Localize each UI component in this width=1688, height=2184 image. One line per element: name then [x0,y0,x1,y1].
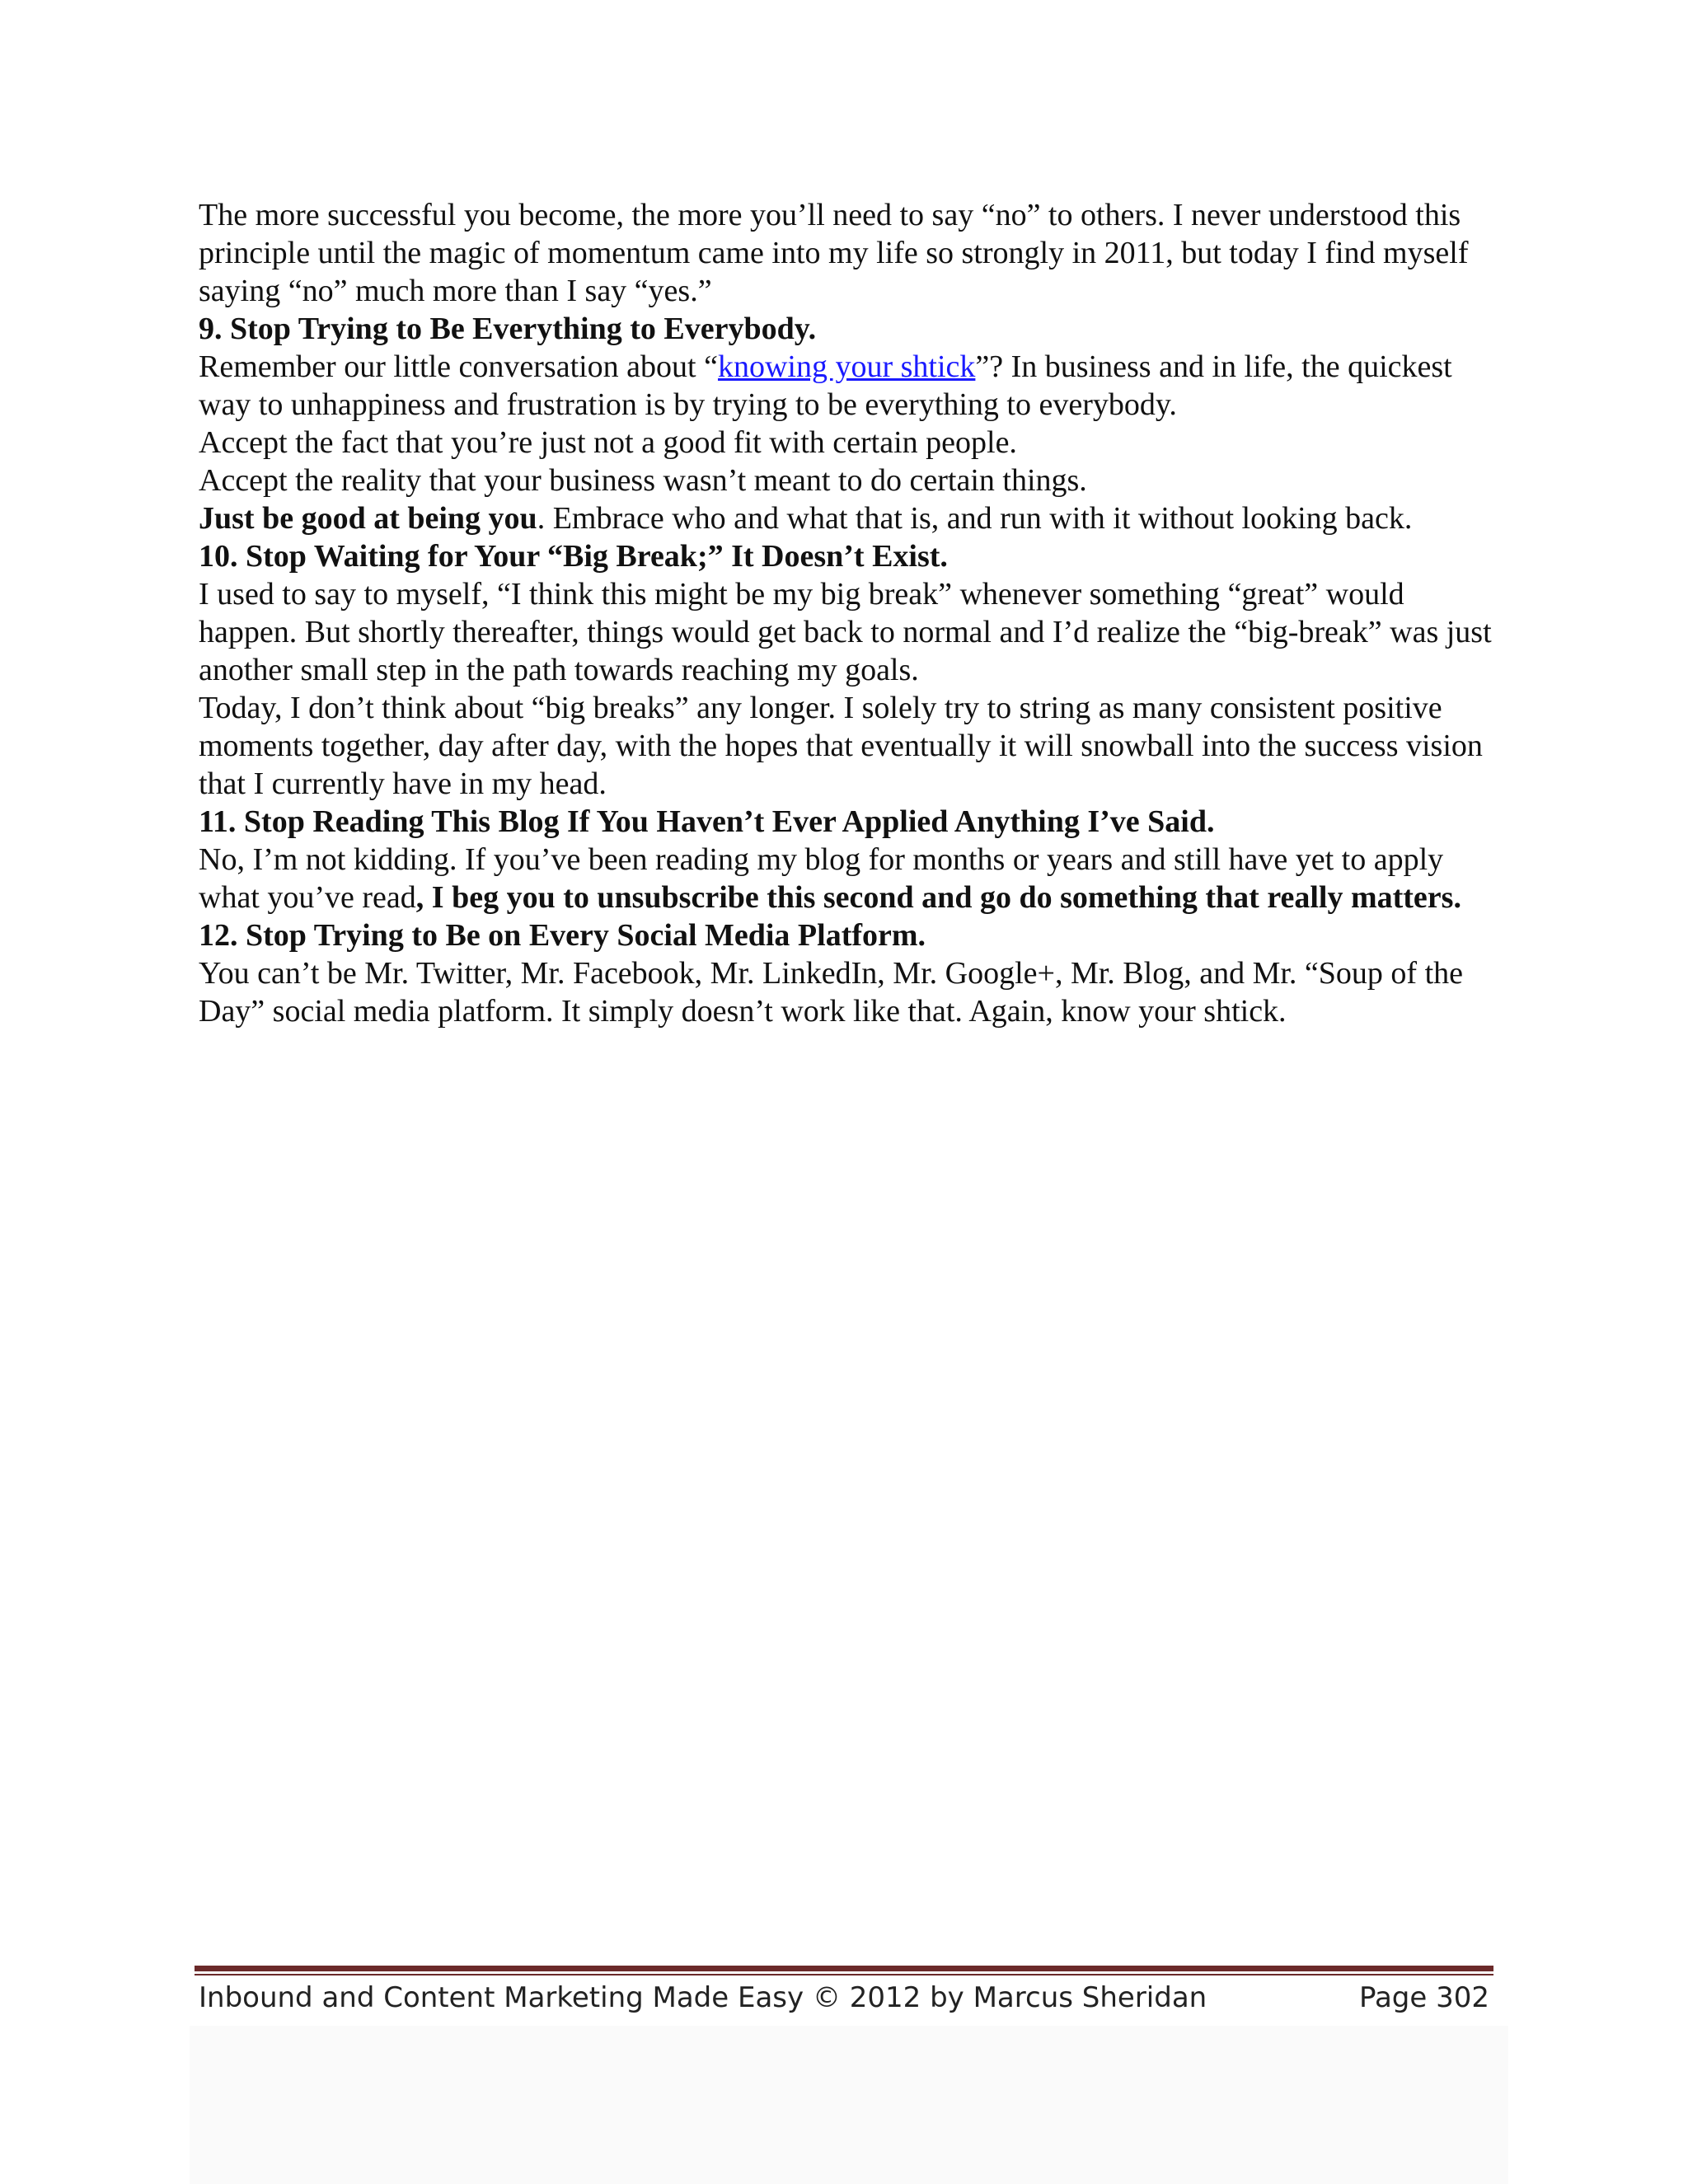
not-kidding-text: No, I’m not kidding. If you’ve been reading my blog for months or years and still have yet to apply what you’ve read [199,842,1444,915]
heading-10: 10. Stop Waiting for Your “Big Break;” It Doesn’t Exist. [199,539,948,574]
bottom-margin-shade [190,2026,1508,2184]
page-footer [199,1976,1489,2019]
footer-divider-thin [195,1974,1493,1975]
paragraph-shtick-end: ”? In business and in life, the quickest way to unhappiness and frustration is by trying to be everything to everybody. [199,349,1452,422]
unsubscribe-bold-text: , I beg you to unsubscribe this second and go do something that really matters. [415,880,1461,915]
paragraph-accept-people: Accept the fact that you’re just not a good fit with certain people. [199,425,1017,460]
page-number: Page 302 [1358,1981,1489,2014]
knowing-your-shtick-link[interactable]: knowing your shtick [717,349,976,384]
heading-9: 9. Stop Trying to Be Everything to Everybody. [199,312,817,346]
be-you-rest-text: . Embrace who and what that is, and run with it without looking back. [537,501,1413,536]
heading-12: 12. Stop Trying to Be on Every Social Media Platform. [199,918,926,953]
paragraph-accept-business: Accept the reality that your business wasn’t meant to do certain things. [199,463,1087,498]
paragraph-shtick [199,348,1493,424]
page-body [199,196,1493,1030]
be-you-bold-text: Just be good at being you [199,501,537,536]
footer-divider-thick [195,1966,1493,1971]
paragraph-not-kidding [199,841,1493,916]
paragraph-big-break: I used to say to myself, “I think this might be my big break” whenever something “great” would happen. But shortly thereafter, things would get back to normal and I’d realize the “big-break” was just another small step in the path towards reaching my goals. [199,577,1492,687]
footer-copyright: Inbound and Content Marketing Made Easy © 2012 by Marcus Sheridan [199,1981,1207,2014]
paragraph-be-you [199,499,1493,537]
paragraph-social-media: You can’t be Mr. Twitter, Mr. Facebook, Mr. LinkedIn, Mr. Google+, Mr. Blog, and Mr. “Soup of the Day” social media platform. It simply doesn’t work like that. Again, know your shtick. [199,956,1463,1029]
paragraph-momentum: The more successful you become, the more you’ll need to say “no” to others. I never understood this principle until the magic of momentum came into my life so strongly in 2011, but today I find myself saying “no” much more than I say “yes.” [199,198,1469,308]
paragraph-shtick-start: Remember our little conversation about “ [199,349,718,384]
paragraph-today: Today, I don’t think about “big breaks” any longer. I solely try to string as many consistent positive moments together, day after day, with the hopes that eventually it will snowball into the success vision that I currently have in my head. [199,691,1483,801]
heading-11: 11. Stop Reading This Blog If You Haven’t Ever Applied Anything I’ve Said. [199,804,1215,839]
